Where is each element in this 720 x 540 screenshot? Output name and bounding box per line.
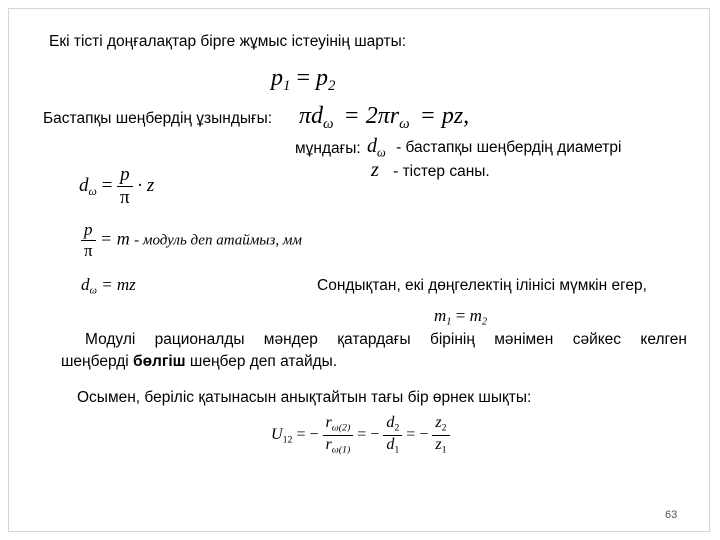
paragraph-line-1: Модулі рационалды мәндер қатардағы бірінің мәнімен сәйкес келген xyxy=(85,331,687,348)
module-description: - модуль деп атаймыз, мм xyxy=(134,232,302,249)
fraction-p-over-pi: $\frac{p}{\pi}$ xyxy=(81,221,96,260)
equation-pitch-length: $\pi d_\omega = 2\pi r_\omega$ = pz, xyxy=(299,103,470,133)
formula-pitch-diameter: $d_\omega$ = $\frac{p}{\pi}$ · z xyxy=(79,164,155,208)
legend-item-teeth xyxy=(371,159,490,184)
equation-p1-p2: $p_1 = p_2$ xyxy=(271,65,336,95)
legend-symbol: $d_\omega$ xyxy=(367,135,386,160)
pitch-length-label: Бастапқы шеңбердің ұзындығы: xyxy=(43,110,273,127)
bold-term: бөлгіш xyxy=(133,353,186,370)
legend-text: - бастапқы шеңбердің диаметрі xyxy=(396,139,622,156)
paragraph-line-2: шеңберді бөлгіш шеңбер деп атайды. xyxy=(61,353,338,370)
where-label: мұндағы: xyxy=(295,140,361,157)
equation-m1-m2: $m_1 = m_2$ xyxy=(434,306,488,328)
legend-item-diameter xyxy=(367,135,621,160)
legend-text: - тістер саны. xyxy=(393,163,490,180)
fraction-p-over-pi: $\frac{p}{\pi}$ xyxy=(117,165,133,208)
formula-d-mz: $d_\omega$ = mz xyxy=(81,275,136,297)
gear-ratio-intro: Осымен, беріліс қатынасын анықтайтын тағы бір өрнек шықты: xyxy=(77,389,532,406)
legend-symbol: z xyxy=(371,159,379,181)
definition-paragraph xyxy=(61,329,687,373)
slide-title: Екі тісті доңғалақтар бірге жұмыс істеуінің шарты: xyxy=(49,33,407,50)
slide xyxy=(8,8,710,532)
formula-module: $\frac{p}{\pi}$ = m - модуль деп атаймыз, мм xyxy=(81,221,302,260)
page-number: 63 xyxy=(665,509,678,521)
fraction-r-ratio: $\frac{r_{\omega(2)}}{r_{\omega(1)}}$ xyxy=(323,415,354,456)
meshing-condition-text: Сондықтан, екі дөңгелектің ілінісі мүмкін егер, xyxy=(317,277,647,294)
fraction-z-ratio: $\frac{z_2}{z_1}$ xyxy=(432,415,449,456)
gear-ratio-formula: $U_{12}$ = − $\frac{r_{\omega(2)}}{r_{\omega(1)}}$ = − $\frac{d_2}{d_1}$ = − $\frac{z_2}{z_1}$ xyxy=(271,415,450,456)
fraction-d-ratio: $\frac{d_2}{d_1}$ xyxy=(383,415,402,456)
